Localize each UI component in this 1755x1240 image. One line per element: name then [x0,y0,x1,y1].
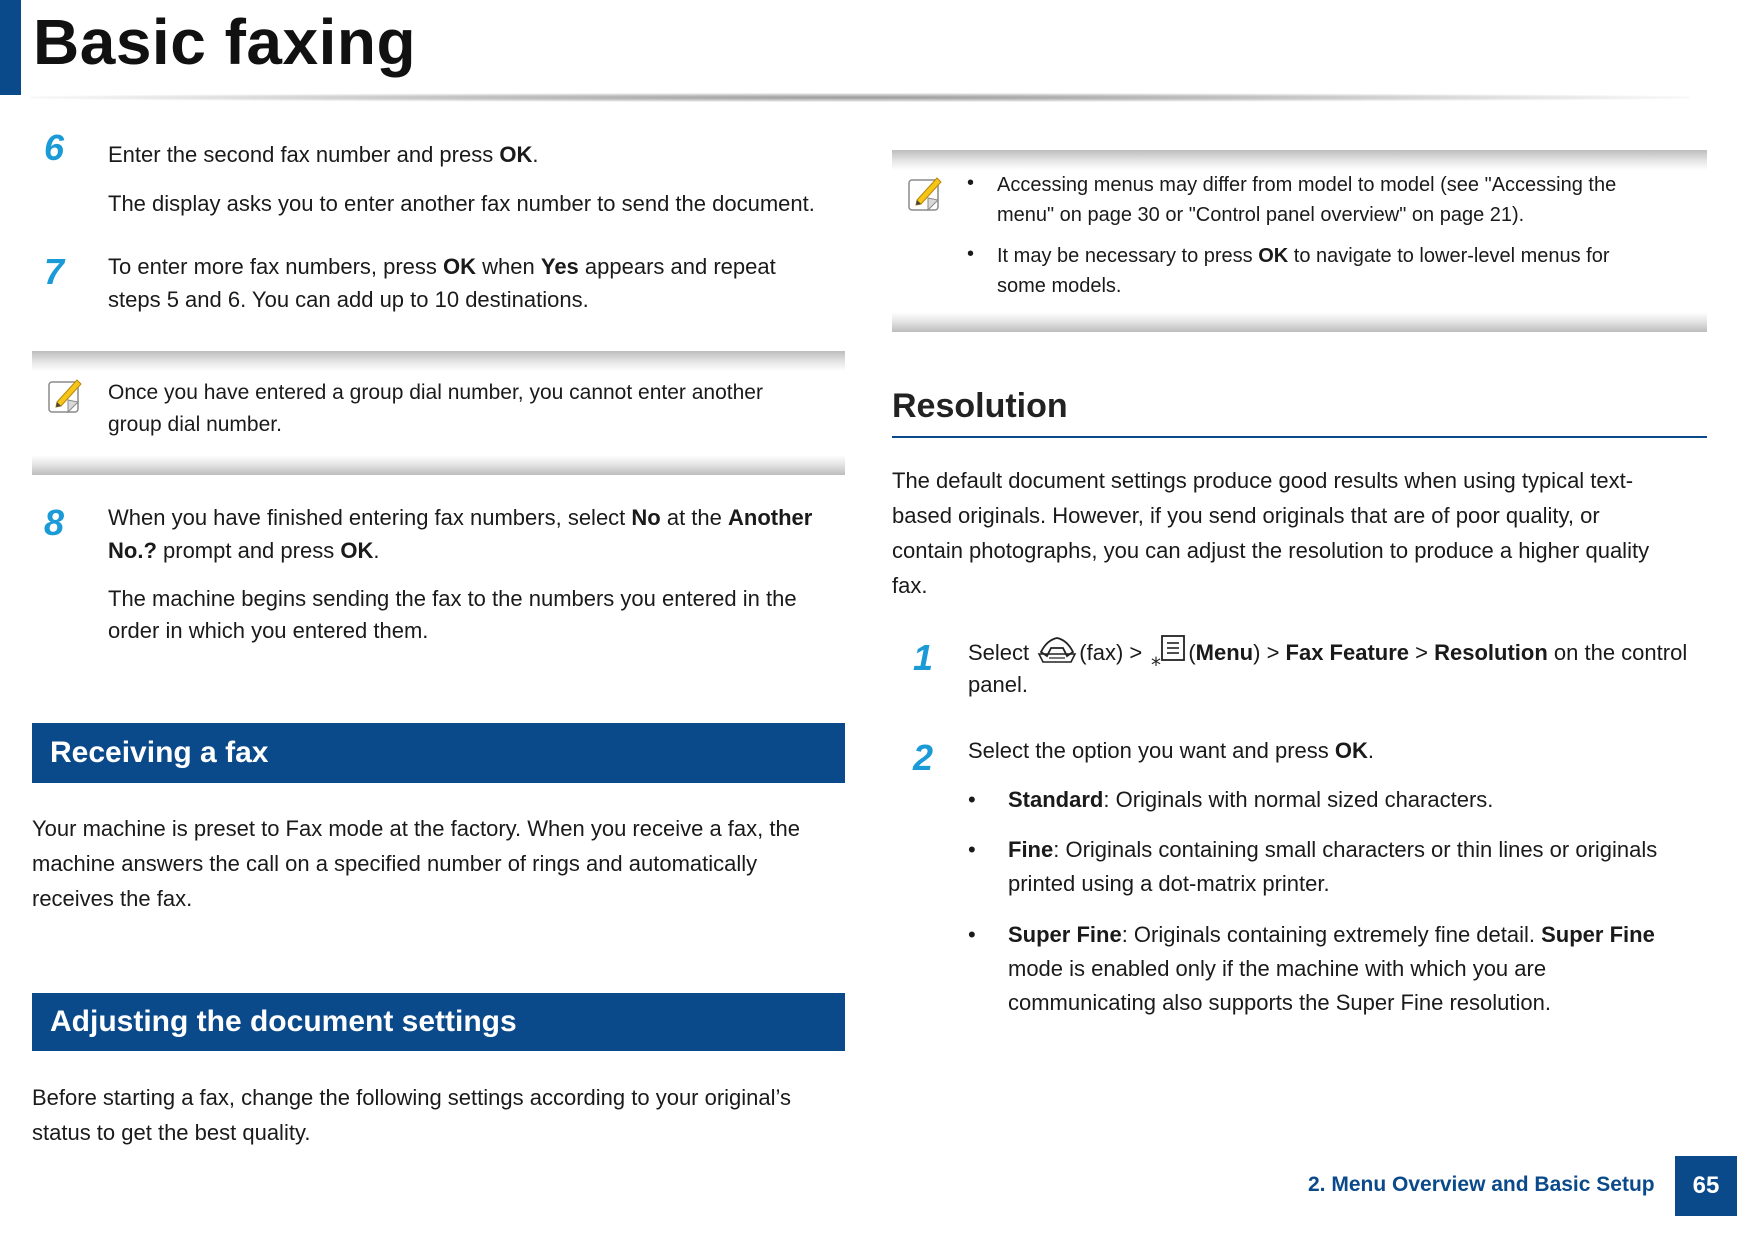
step-number-6: 6 [44,127,65,168]
option-super-fine-label-2: Super Fine [1541,922,1655,947]
resolution-line2: based originals. However, if you send originals that are of poor quality, or [892,503,1600,528]
step-number-7: 7 [44,251,65,292]
note-2-b2-line2: some models. [997,275,1122,297]
section-receiving-fax: Receiving a fax [32,723,845,783]
step-8-no-prompt: No.? [108,538,157,563]
step-6-ok: OK [499,142,533,167]
note-2-b2-a: It may be necessary to press [997,245,1259,267]
note-2-top-border [892,150,1707,170]
option-bullet-super-fine: • [968,922,976,947]
step-7-t3: appears and repeat [578,254,776,279]
svg-text:*: * [1151,653,1162,674]
step-2-t2: . [1367,738,1375,763]
step-1-line2: panel. [968,672,1028,697]
step-8-t2: at the [660,505,729,530]
step-8-no: No [631,505,661,530]
step-number-1: 1 [913,637,934,678]
option-fine-label: Fine [1008,837,1054,862]
receiving-line2: machine answers the call on a specified number of rings and automatically [32,851,758,876]
step-8-another: Another [728,505,813,530]
menu-icon[interactable] [1148,634,1188,674]
step-7-t2: when [476,254,541,279]
note-2-b1-line1: Accessing menus may differ from model to model (see "Accessing the [997,174,1617,196]
footer-chapter: 2. Menu Overview and Basic Setup [1308,1173,1655,1196]
section-adjusting-settings: Adjusting the document settings [32,993,845,1051]
adjusting-line2: status to get the best quality. [32,1120,311,1145]
note-1-line2: group dial number. [108,413,282,436]
step-8-desc1: The machine begins sending the fax to the numbers you entered in the [108,586,797,611]
link-accessing-menu[interactable]: menu" on page 30 [997,204,1160,226]
step-8-desc2: order in which you entered them. [108,618,429,643]
step-7-line2: steps 5 and 6. You can add up to 10 destinations. [108,287,589,312]
step-2-t1: Select the option you want and press [968,738,1335,763]
resolution-heading: Resolution [892,387,1068,425]
note-1-line1: Once you have entered a group dial number, you cannot enter another [108,381,763,404]
option-standard-desc: : Originals with normal sized characters. [1103,787,1494,812]
note-2-b2-c: to navigate to lower-level menus for [1288,245,1610,267]
note-2-ok: OK [1258,245,1289,267]
note-2-or: or [1159,204,1189,226]
option-super-fine-line3: communicating also supports the Super Fine resolution. [1008,990,1551,1015]
step-1-t5: > [1409,640,1435,665]
option-super-fine-desc: : Originals containing extremely fine detail. [1121,922,1542,947]
note-2-bottom-border [892,312,1707,332]
header-accent-bar [0,0,21,95]
step-1-t2: (fax) > [1079,640,1149,665]
title-divider [30,93,1690,102]
option-fine-line2: printed using a dot-matrix printer. [1008,871,1330,896]
note-2-bullet-2: • [967,243,975,265]
step-7-yes: Yes [540,254,579,279]
fax-icon[interactable] [1035,634,1079,664]
note-1-bottom-border [32,455,845,475]
resolution-line3: contain photographs, you can adjust the resolution to produce a higher quality [892,538,1650,563]
receiving-line1: Your machine is preset to Fax mode at the factory. When you receive a fax, the [32,816,800,841]
link-control-panel-overview[interactable]: "Control panel overview" on page 21). [1188,204,1525,226]
page-title: Basic faxing [33,6,417,78]
step-1-t4: ) > [1253,640,1286,665]
step-6-text-end: . [532,142,539,167]
step-1-t6: on the control [1547,640,1688,665]
adjusting-line1: Before starting a fax, change the following settings according to your original’s [32,1085,792,1110]
resolution-line4: fax. [892,573,928,598]
resolution-rule [892,436,1707,438]
step-number-2: 2 [913,737,934,778]
step-8-t1: When you have finished entering fax numbers, select [108,505,632,530]
option-super-fine [1008,918,1655,951]
step-6-text [108,138,538,171]
option-super-fine-line2: mode is enabled only if the machine with which you are [1008,956,1547,981]
step-2-text [968,734,1374,767]
step-8-t4: . [373,538,380,563]
option-standard-label: Standard [1008,787,1104,812]
option-fine [1008,833,1657,866]
note-pencil-icon [46,376,84,416]
option-fine-desc: : Originals containing small characters or thin lines or originals [1053,837,1658,862]
step-2-ok: OK [1334,738,1368,763]
note-2-bullet-1: • [967,172,975,194]
option-standard [1008,783,1493,816]
option-bullet-fine: • [968,837,976,862]
note-2-b2-line1 [997,241,1610,271]
step-1-menu: Menu [1195,640,1254,665]
step-6-text-a: Enter the second fax number and press [108,142,500,167]
step-1-t3: ( [1188,640,1196,665]
note-1-top-border [32,351,845,371]
step-7-t1: To enter more fax numbers, press [108,254,444,279]
step-number-8: 8 [44,502,65,543]
receiving-line3: receives the fax. [32,886,193,911]
step-6-description: The display asks you to enter another fax number to send the document. [108,191,815,216]
step-8-ok: OK [340,538,374,563]
page-number: 65 [1675,1156,1737,1216]
step-1-t1: Select [968,640,1036,665]
note-2-b1-line2 [997,200,1524,230]
step-8-text [108,501,812,534]
note-pencil-icon [906,174,944,214]
step-1-fax-feature: Fax Feature [1285,640,1410,665]
step-8-line2 [108,534,379,567]
step-1-resolution: Resolution [1434,640,1548,665]
step-8-t3: prompt and press [156,538,341,563]
step-7-text [108,250,776,283]
resolution-line1: The default document settings produce good results when using typical text- [892,468,1634,493]
option-super-fine-label: Super Fine [1008,922,1122,947]
step-7-ok: OK [443,254,477,279]
step-1-text [968,634,1687,674]
option-bullet-standard: • [968,787,976,812]
